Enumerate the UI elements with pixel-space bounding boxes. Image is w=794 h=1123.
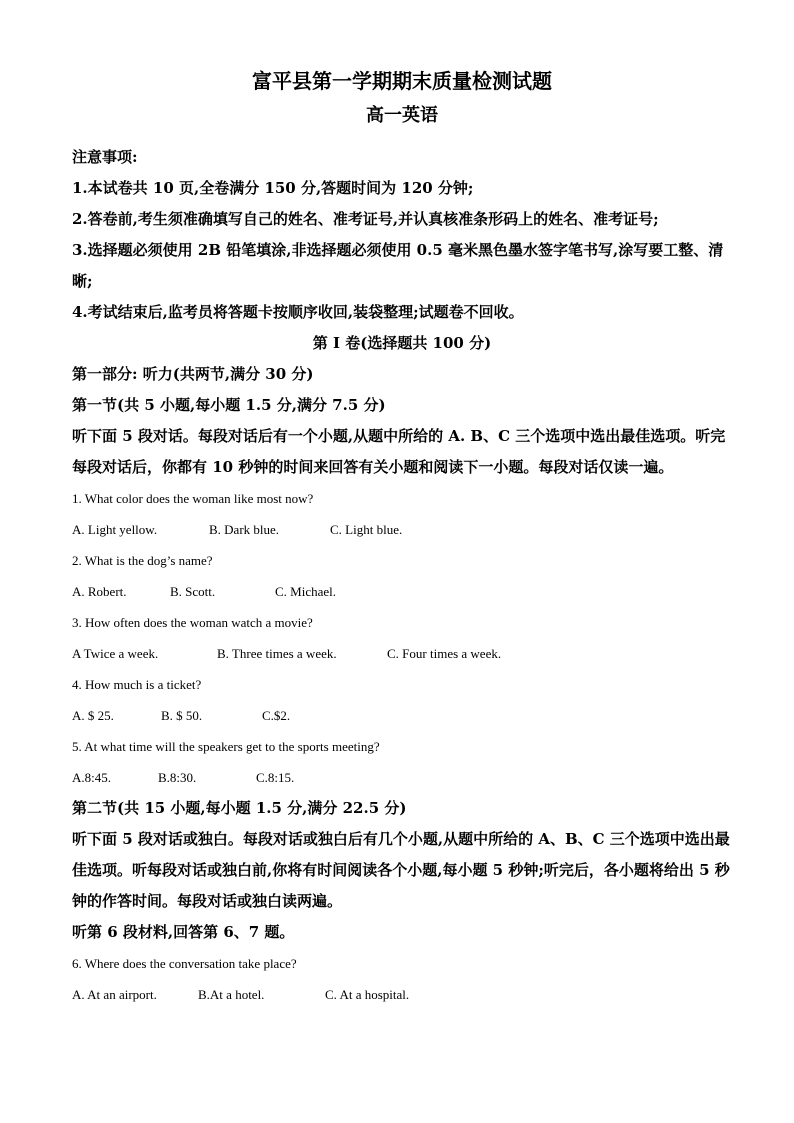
question-4-options (72, 700, 732, 731)
note-item-4: 4.考试结束后,监考员将答题卡按顺序收回,装袋整理;试题卷不回收。 (72, 303, 524, 321)
section2-heading: 第二节(共 15 小题,每小题 1.5 分,满分 22.5 分) (72, 799, 407, 817)
section2-instructions: 听下面 5 段对话或独白。每段对话或独白后有几个小题,从题中所给的 A、B、C 三个选项中选出最佳选项。听每段对话或独白前,你将有时间阅读各个小题,每小题 5 秒钟;听完后，各小题将给出 5 秒钟的作答时间。每段对话或独白读两遍。 (72, 830, 730, 910)
option-b: B. $ 50. (161, 708, 203, 723)
option-a: A Twice a week. (72, 646, 159, 661)
question-6-options (72, 979, 732, 1010)
volume-heading: 第 I 卷(选择题共 100 分) (312, 334, 492, 352)
question-4: 4. How much is a ticket? (72, 677, 202, 692)
option-b: B.8:30. (158, 770, 197, 785)
note-item-2: 2.答卷前,考生须准确填写自己的姓名、准考证号,并认真核准条形码上的姓名、准考证号; (72, 210, 659, 228)
question-2-options (72, 576, 732, 607)
question-3-options (72, 638, 732, 669)
part1-heading: 第一部分: 听力(共两节,满分 30 分) (72, 365, 314, 383)
option-c: C.8:15. (256, 770, 295, 785)
option-b: B. Three times a week. (217, 646, 337, 661)
option-c: C. Michael. (275, 584, 337, 599)
option-b: B. Dark blue. (209, 522, 280, 537)
notes-heading: 注意事项: (72, 148, 138, 166)
question-2: 2. What is the dog’s name? (72, 553, 213, 568)
question-1-options (72, 514, 732, 545)
note-item-3: 3.选择题必须使用 2B 铅笔填涂,非选择题必须使用 0.5 毫米黑色墨水签字笔书写,涂写要工整、清晰; (72, 241, 724, 290)
option-c: C.$2. (262, 708, 291, 723)
question-5-options (72, 762, 732, 793)
question-6: 6. Where does the conversation take place? (72, 956, 297, 971)
option-c: C. Light blue. (330, 522, 403, 537)
option-c: C. At a hospital. (325, 987, 410, 1002)
option-a: A. Robert. (72, 584, 127, 599)
section1-heading: 第一节(共 5 小题,每小题 1.5 分,满分 7.5 分) (72, 396, 386, 414)
material-6-heading: 听第 6 段材料,回答第 6、7 题。 (72, 923, 295, 941)
option-b: B. Scott. (170, 584, 216, 599)
option-c: C. Four times a week. (387, 646, 502, 661)
exam-page (72, 66, 732, 1010)
option-a: A.8:45. (72, 770, 111, 785)
option-a: A. Light yellow. (72, 522, 158, 537)
section1-instructions: 听下面 5 段对话。每段对话后有一个小题,从题中所给的 A. B、C 三个选项中选出最佳选项。听完每段对话后，你都有 10 秒钟的时间来回答有关小题和阅读下一小题。每段对话仅读一遍。 (72, 427, 726, 476)
question-1: 1. What color does the woman like most now? (72, 491, 314, 506)
note-item-1: 1.本试卷共 10 页,全卷满分 150 分,答题时间为 120 分钟; (72, 179, 474, 197)
exam-subtitle: 高一英语 (366, 105, 438, 126)
option-b: B.At a hotel. (198, 987, 265, 1002)
question-3: 3. How often does the woman watch a movie? (72, 615, 313, 630)
question-5: 5. At what time will the speakers get to the sports meeting? (72, 739, 380, 754)
exam-title: 富平县第一学期期末质量检测试题 (252, 69, 552, 93)
option-a: A. At an airport. (72, 987, 157, 1002)
option-a: A. $ 25. (72, 708, 114, 723)
